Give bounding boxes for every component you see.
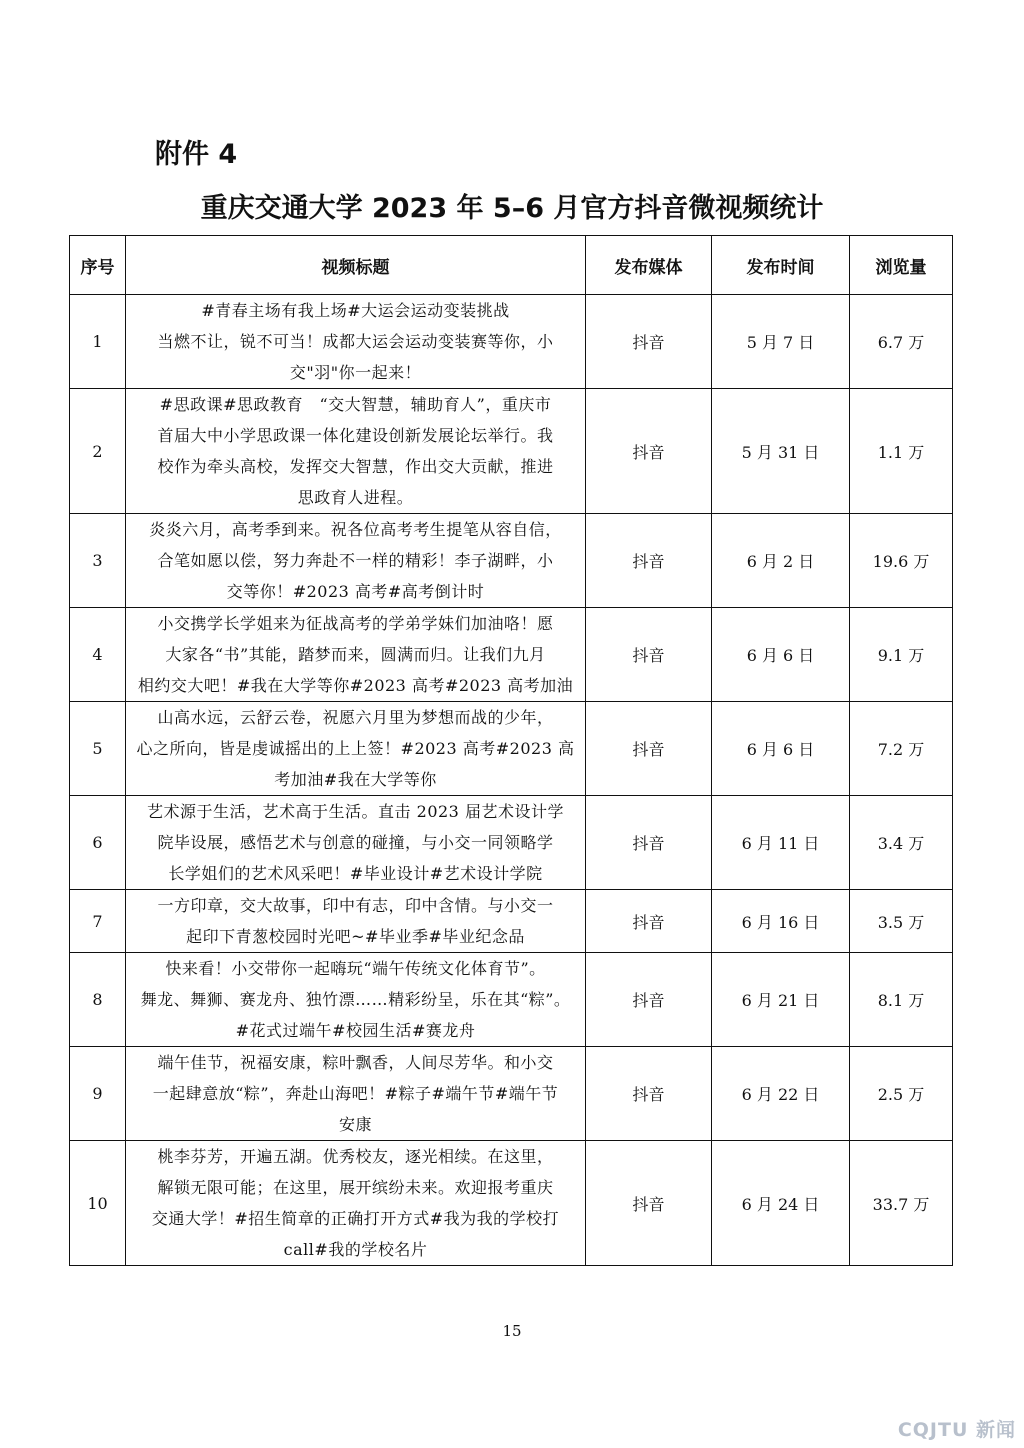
video-title-line: 起印下青葱校园时光吧~#毕业季#毕业纪念品	[186, 927, 525, 946]
row-number: 4	[70, 608, 126, 702]
video-title-line: 当燃不让，锐不可当！成都大运会运动变装赛等你，小	[157, 332, 554, 351]
row-number: 5	[70, 702, 126, 796]
media-cell: 抖音	[586, 608, 712, 702]
video-title-cell	[126, 389, 586, 514]
header-media: 发布媒体	[586, 236, 712, 295]
media-cell: 抖音	[586, 514, 712, 608]
date-cell: 6 月 22 日	[712, 1047, 850, 1141]
video-title-cell	[126, 1047, 586, 1141]
video-title-line: 一起肆意放“粽”，奔赴山海吧！#粽子#端午节#端午节	[152, 1084, 559, 1103]
watermark: CQJTU 新闻	[897, 1419, 1016, 1441]
views-cell: 33.7 万	[850, 1141, 953, 1266]
video-title-line: 交通大学！#招生简章的正确打开方式#我为我的学校打	[151, 1209, 560, 1228]
video-title-line: 小交携学长学姐来为征战高考的学弟学妹们加油咯！愿	[157, 614, 554, 633]
video-title-line: 校作为牵头高校，发挥交大智慧，作出交大贡献，推进	[157, 457, 554, 476]
views-cell: 7.2 万	[850, 702, 953, 796]
views-cell: 3.5 万	[850, 890, 953, 953]
video-title-line: #思政课#思政教育 “交大智慧，辅助育人”，重庆市	[159, 395, 552, 414]
date-cell: 6 月 6 日	[712, 702, 850, 796]
media-cell: 抖音	[586, 796, 712, 890]
video-title-line: 合笔如愿以偿，努力奔赴不一样的精彩！李子湖畔，小	[157, 551, 554, 570]
views-cell: 3.4 万	[850, 796, 953, 890]
video-title-line: 艺术源于生活，艺术高于生活。直击 2023 届艺术设计学	[147, 802, 564, 821]
video-title-line: 快来看！小交带你一起嗨玩“端午传统文化体育节”。	[165, 959, 546, 978]
views-cell: 9.1 万	[850, 608, 953, 702]
views-cell: 19.6 万	[850, 514, 953, 608]
video-title-line: 首届大中小学思政课一体化建设创新发展论坛举行。我	[157, 426, 554, 445]
table-row	[70, 389, 953, 514]
row-number: 1	[70, 295, 126, 389]
table-header-row	[70, 236, 953, 295]
media-cell: 抖音	[586, 702, 712, 796]
views-cell: 6.7 万	[850, 295, 953, 389]
date-cell: 5 月 31 日	[712, 389, 850, 514]
row-number: 10	[70, 1141, 126, 1266]
date-cell: 6 月 11 日	[712, 796, 850, 890]
date-cell: 6 月 24 日	[712, 1141, 850, 1266]
video-title-line: 相约交大吧！#我在大学等你#2023 高考#2023 高考加油	[137, 676, 574, 695]
video-title-line: 院毕设展，感悟艺术与创意的碰撞，与小交一同领略学	[157, 833, 554, 852]
video-title-cell	[126, 1141, 586, 1266]
table-row	[70, 1047, 953, 1141]
views-cell: 1.1 万	[850, 389, 953, 514]
video-title-cell	[126, 514, 586, 608]
header-date: 发布时间	[712, 236, 850, 295]
date-cell: 6 月 21 日	[712, 953, 850, 1047]
date-cell: 6 月 16 日	[712, 890, 850, 953]
table-row	[70, 1141, 953, 1266]
row-number: 3	[70, 514, 126, 608]
video-title-line: 思政育人进程。	[297, 488, 414, 507]
date-cell: 5 月 7 日	[712, 295, 850, 389]
media-cell: 抖音	[586, 295, 712, 389]
video-title-line: 解锁无限可能；在这里，展开缤纷未来。欢迎报考重庆	[157, 1178, 554, 1197]
row-number: 2	[70, 389, 126, 514]
row-number: 8	[70, 953, 126, 1047]
video-title-line: 端午佳节，祝福安康，粽叶飘香，人间尽芳华。和小交	[157, 1053, 554, 1072]
video-title-cell	[126, 953, 586, 1047]
header-no: 序号	[70, 236, 126, 295]
video-stats-table	[69, 235, 953, 1266]
video-title-line: 考加油#我在大学等你	[274, 770, 437, 789]
document-title: 重庆交通大学 2023 年 5–6 月官方抖音微视频统计	[200, 193, 824, 224]
table-row	[70, 514, 953, 608]
media-cell: 抖音	[586, 1141, 712, 1266]
header-title: 视频标题	[126, 236, 586, 295]
row-number: 7	[70, 890, 126, 953]
video-title-cell	[126, 295, 586, 389]
video-title-line: 一方印章，交大故事，印中有志，印中含情。与小交一	[157, 896, 554, 915]
video-title-cell	[126, 796, 586, 890]
table-row	[70, 295, 953, 389]
video-title-line: 山高水远，云舒云卷，祝愿六月里为梦想而战的少年，	[157, 708, 554, 727]
media-cell: 抖音	[586, 1047, 712, 1141]
video-title-line: 交等你！#2023 高考#高考倒计时	[226, 582, 485, 601]
media-cell: 抖音	[586, 953, 712, 1047]
table-body	[70, 295, 953, 1266]
header-views: 浏览量	[850, 236, 953, 295]
media-cell: 抖音	[586, 890, 712, 953]
date-cell: 6 月 6 日	[712, 608, 850, 702]
row-number: 9	[70, 1047, 126, 1141]
video-title-line: #花式过端午#校园生活#赛龙舟	[235, 1021, 476, 1040]
video-title-cell	[126, 608, 586, 702]
table-row	[70, 890, 953, 953]
video-title-line: 安康	[338, 1115, 372, 1134]
date-cell: 6 月 2 日	[712, 514, 850, 608]
video-title-line: 交"羽"你一起来！	[289, 363, 422, 382]
video-title-line: 长学姐们的艺术风采吧！#毕业设计#艺术设计学院	[168, 864, 543, 883]
video-title-line: call#我的学校名片	[283, 1240, 428, 1259]
video-title-line: 大家各“书”其能，踏梦而来，圆满而归。让我们九月	[165, 645, 546, 664]
video-title-line: 心之所向，皆是虔诚摇出的上上签！#2023 高考#2023 高	[136, 739, 575, 758]
video-title-line: 炎炎六月，高考季到来。祝各位高考考生提笔从容自信，	[149, 520, 562, 539]
attachment-label: 附件 4	[155, 139, 238, 170]
video-title-cell	[126, 702, 586, 796]
views-cell: 8.1 万	[850, 953, 953, 1047]
video-title-line: #青春主场有我上场#大运会运动变装挑战	[201, 301, 510, 320]
table-row	[70, 953, 953, 1047]
media-cell: 抖音	[586, 389, 712, 514]
video-title-line: 舞龙、舞狮、赛龙舟、独竹漂……精彩纷呈，乐在其“粽”。	[140, 990, 571, 1009]
table-row	[70, 702, 953, 796]
video-title-cell	[126, 890, 586, 953]
video-title-line: 桃李芬芳，开遍五湖。优秀校友，逐光相续。在这里，	[157, 1147, 554, 1166]
page-number: 15	[502, 1322, 522, 1340]
views-cell: 2.5 万	[850, 1047, 953, 1141]
table-row	[70, 608, 953, 702]
row-number: 6	[70, 796, 126, 890]
table-row	[70, 796, 953, 890]
